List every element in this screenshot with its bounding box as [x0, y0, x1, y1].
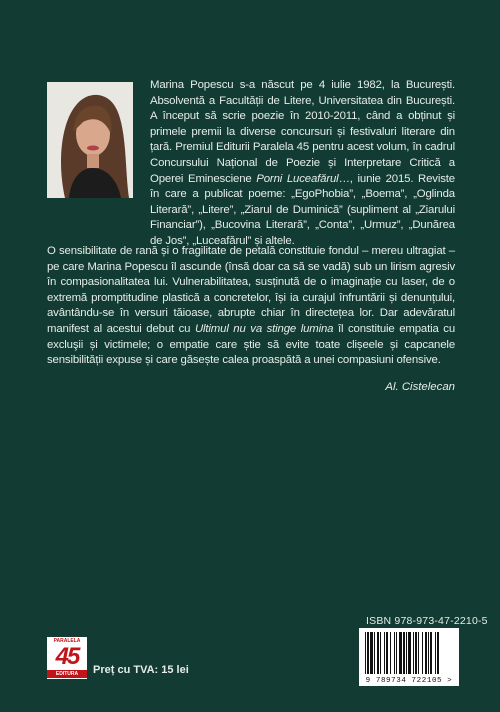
barcode-bar	[384, 632, 385, 674]
author-bio	[150, 78, 455, 250]
publisher-logo-number: 45	[55, 643, 79, 670]
barcode-bar	[403, 632, 405, 674]
bio-text-1: Marina Popescu s-a născut pe 4 iulie 1982, la București. Absolventă a Facultății de Litere, Universitatea din București. A început să scrie poezie în 2010-2011, când a obținut și primele premii la diverse concursuri și festivaluri literare din țară. Premiul Editurii Paralela 45 pentru acest volum, în cadrul Concursului Național de Poezie și Interpretare Critică a Operei Eminesciene	[150, 79, 455, 185]
review-author: Al. Cistelecan	[385, 381, 455, 393]
barcode-bar	[422, 632, 423, 674]
barcode-bar	[415, 632, 417, 674]
barcode-bar	[399, 632, 402, 674]
barcode-bar	[380, 632, 381, 674]
price-label: Preț cu TVA: 15 lei	[93, 664, 189, 676]
publisher-logo-top: PARALELA	[53, 638, 81, 644]
barcode-bar	[370, 632, 373, 674]
barcode-bar	[390, 632, 391, 674]
critic-review	[47, 244, 455, 369]
barcode-digits: 9 789734 722105 >	[365, 677, 453, 685]
barcode-bar	[428, 632, 429, 674]
barcode-bar	[377, 632, 379, 674]
review-text-1: O sensibilitate de rană și o fragilitate de petală constituie fondul – mereu ultragiat – pe care Marina Popescu îl ascunde (însă doar ca să se vadă) sub un lirism agresiv în compasionalitatea lui. Vulnerabilitatea, susținută de o imaginație cu laser, de o extremă promptitudine plastică a concretelor, își ia curajul înfruntării și denunțului, avântându-se în versuri tăioase, abrupte chiar în directețea lor. Dar adevăratul manifest al acestui debut cu	[47, 245, 455, 335]
barcode-bar	[430, 632, 432, 674]
isbn-barcode	[359, 628, 459, 686]
review-book-title: Ultimul nu va stinge lumina	[194, 322, 334, 335]
barcode-bar	[374, 632, 375, 674]
barcode-bar	[365, 632, 366, 674]
bio-book-title: Porni Luceafărul	[256, 172, 339, 185]
barcode-bar	[406, 632, 407, 674]
barcode-bar	[396, 632, 397, 674]
barcode-bar	[437, 632, 439, 674]
barcode-bar	[394, 632, 395, 674]
publisher-logo	[47, 637, 87, 679]
bio-text-2: …, iunie 2015. Reviste în care a publicat poeme: „EgoPhobia”, „Boema”, „Oglinda Literară”, „Litere”, „Ziarul de Duminică” (supliment al „Ziarului Financiar”), „Bucovina Literară”, „Conta”, „Urmuz”, „Dunărea de Jos”, „Luceafărul” și altele.	[150, 172, 455, 247]
author-photo	[47, 82, 133, 198]
barcode-bar	[386, 632, 388, 674]
review-text-2: îl constituie empatia cu excluşii și victimele; o empatie care știe să evite toate clișeele și capcanele sensibilității expuse și care găsește calea proaspătă a unei compasiuni ofensive.	[47, 322, 456, 367]
isbn-label: ISBN 978-973-47-2210-5	[366, 615, 488, 627]
publisher-logo-bottom: EDITURA	[47, 670, 87, 678]
barcode-bar	[425, 632, 427, 674]
barcode-bar	[435, 632, 436, 674]
barcode-bar	[408, 632, 411, 674]
barcode-bar	[367, 632, 369, 674]
barcode-bar	[418, 632, 419, 674]
barcode-bar	[413, 632, 414, 674]
